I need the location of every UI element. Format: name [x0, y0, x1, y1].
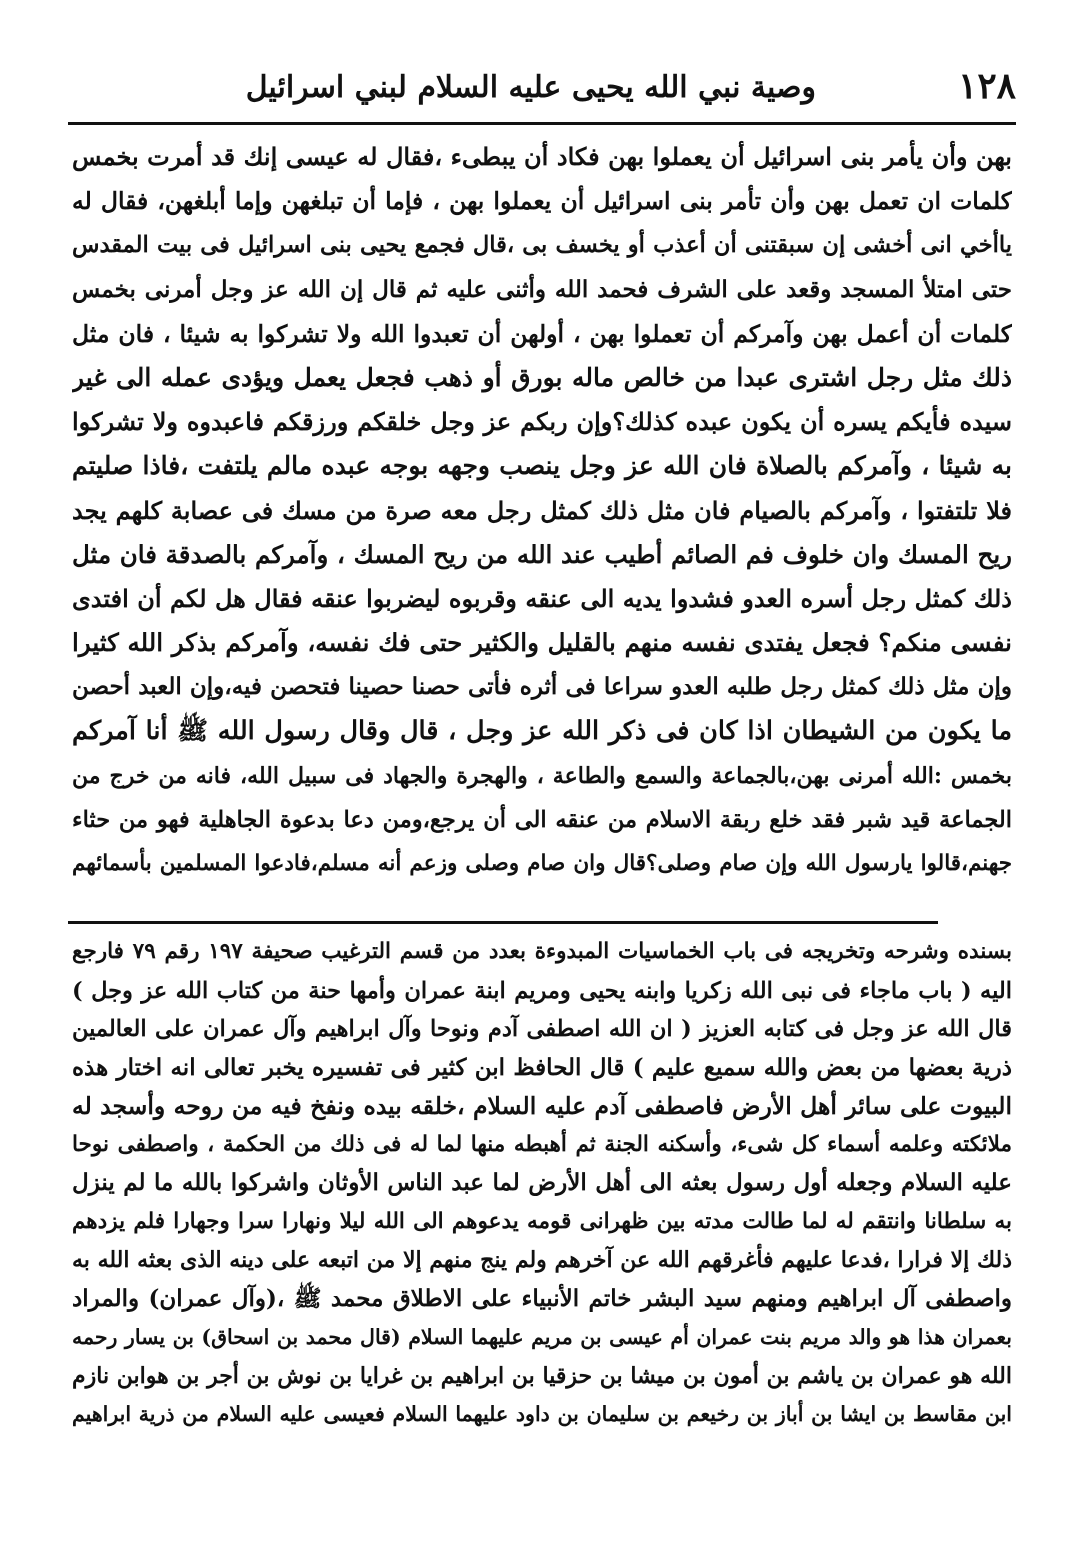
main-text-line: فلا تلتفتوا ، وآمركم بالصيام فان مثل ذلك كمثل رجل معه صرة من مسك فى عصابة كلهم يجد — [72, 495, 1012, 525]
main-text-line: بخمس :الله أمرنى بهن،بالجماعة والسمع والطاعة ، والهجرة والجهاد فى سبيل الله، فانه من خرج من — [72, 762, 1012, 789]
main-text-line: كلمات ان تعمل بهن وأن تأمر بنى اسرائيل أن يعملوا بهن ، فإما أن تبلغهن وإما أبلغهن، فقال له — [72, 187, 1012, 216]
main-text-line: به شيئا ، وآمركم بالصلاة فان الله عز وجل ينصب وجهه بوجه عبده مالم يلتفت ،فاذا صليتم — [72, 451, 1012, 481]
page-number: ١٢٨ — [957, 65, 1016, 107]
header-rule — [68, 122, 1016, 125]
notes-line: الله هو عمران بن ياشم بن أمون بن ميشا بن حزقيا بن ابراهيم بن غرايا بن نوش بن أجر بن هوابن نازم — [72, 1362, 1012, 1389]
running-title: وصية نبي الله يحيى عليه السلام لبني اسرائيل — [245, 70, 816, 105]
footnote-rule — [68, 921, 938, 924]
notes-line: بعمران هذا هو والد مريم بنت عمران أم عيسى بن مريم عليهما السلام (قال محمد بن اسحاق) بن يسار رحمه — [72, 1325, 1012, 1349]
main-text — [72, 135, 1012, 886]
main-text-line: كلمات أن أعمل بهن وآمركم أن تعملوا بهن ، أولهن أن تعبدوا الله ولا تشركوا به شيئا ، فان مثل — [72, 319, 1012, 348]
notes-line: به سلطانا وانتقم له لما طالت مدته بين ظهرانى قومه يدعوهم الى الله ليلا ونهارا سرا وجهارا فلم يزدهم — [72, 1208, 1012, 1234]
main-text-line: وإن مثل ذلك كمثل رجل طلبه العدو سراعا فى أثره فأتى حصنا حصينا فتحصن فيه،وإن العبد أحصن — [72, 673, 1012, 701]
main-text-line: حتى امتلأ المسجد وقعد على الشرف فحمد الله وأثنى عليه ثم قال إن الله عز وجل أمرنى بخمس — [72, 275, 1012, 303]
main-text-line: ريح المسك وان خلوف فم الصائم أطيب عند الله من ريح المسك ، وآمركم بالصدقة فان مثل — [72, 539, 1012, 569]
notes-line: ابن مقاسط بن ايشا بن أباز بن رخيعم بن سليمان بن داود عليهما السلام فعيسى عليه السلام من ذرية ابراهيم — [72, 1402, 1012, 1426]
main-text-line: بهن وأن يأمر بنى اسرائيل أن يعملوا بهن فكاد أن يبطىء ،فقال له عيسى إنك قد أمرت بخمس — [72, 142, 1012, 171]
main-text-line: سيده فأيكم يسره أن يكون عبده كذلك؟وإن ربكم عز وجل خلقكم ورزقكم فاعبدوه ولا تشركوا — [72, 407, 1012, 437]
page-header — [68, 62, 1016, 110]
notes-line: عليه السلام وجعله أول رسول بعثه الى أهل الأرض لما عبد الناس الأوثان واشركوا بالله ما لم ينزل — [72, 1169, 1012, 1196]
notes-line: ذرية بعضها من بعض والله سميع عليم ) قال الحافظ ابن كثير فى تفسيره يخبر تعالى انه اختار هذه — [72, 1053, 1012, 1081]
main-text-line: ذلك مثل رجل اشترى عبدا من خالص ماله بورق أو ذهب فجعل يعمل ويؤدى عمله الى غير — [72, 362, 1012, 392]
main-text-line: ذلك كمثل رجل أسره العدو فشدوا يديه الى عنقه وقربوه ليضربوا عنقه فقال هل لكم أن افتدى — [72, 583, 1012, 613]
notes-line: اليه ( باب ماجاء فى نبى الله زكريا وابنه يحيى ومريم ابنة عمران وأمها حنة من كتاب الله عز وجل ) — [72, 977, 1012, 1004]
main-text-line: الجماعة قيد شبر فقد خلع ربقة الاسلام من عنقه الى أن يرجع،ومن دعا بدعوة الجاهلية فهو من حثاء — [72, 806, 1012, 833]
notes-line: قال الله عز وجل فى كتابه العزيز ( ان الله اصطفى آدم ونوحا وآل ابراهيم وآل عمران على العالمين — [72, 1016, 1012, 1042]
main-text-line: ما يكون من الشيطان اذا كان فى ذكر الله عز وجل ، قال وقال رسول الله ﷺ أنا آمركم — [72, 716, 1012, 747]
notes-line: ملائكته وعلمه أسماء كل شىء، وأسكنه الجنة ثم أهبطه منها لما له فى ذلك من الحكمة ، واصطفى نوحا — [72, 1131, 1012, 1157]
notes-line: واصطفى آل ابراهيم ومنهم سيد البشر خاتم الأنبياء على الاطلاق محمد ﷺ ،(وآل عمران) والمراد — [72, 1284, 1012, 1312]
main-text-line: ياأخي انى أخشى إن سبقتنى أن أعذب أو يخسف بى ،قال فجمع يحيى بنى اسرائيل فى بيت المقدس — [72, 232, 1012, 259]
notes-line: البيوت على سائر أهل الأرض فاصطفى آدم عليه السلام ،خلقه بيده ونفخ فيه من روحه وأسجد له — [72, 1092, 1012, 1120]
notes-line: ذلك إلا فرارا ،فدعا عليهم فأغرقهم الله عن آخرهم ولم ينج منهم إلا من اتبعه على دينه الذى بعثه الله به — [72, 1247, 1012, 1273]
commentary-notes — [72, 933, 1012, 1434]
notes-line: بسنده وشرحه وتخريجه فى باب الخماسيات المبدوءة بعدد من قسم الترغيب صحيفة ١٩٧ رقم ٧٩ فارجع — [72, 939, 1012, 964]
main-text-line: نفسى منكم؟ فجعل يفتدى نفسه منهم بالقليل والكثير حتى فك نفسه، وآمركم بذكر الله كثيرا — [72, 628, 1012, 658]
main-text-line: جهنم،قالوا يارسول الله وإن صام وصلى؟قال وان صام وصلى وزعم أنه مسلم،فادعوا المسلمين بأسمائهم — [72, 851, 1012, 876]
